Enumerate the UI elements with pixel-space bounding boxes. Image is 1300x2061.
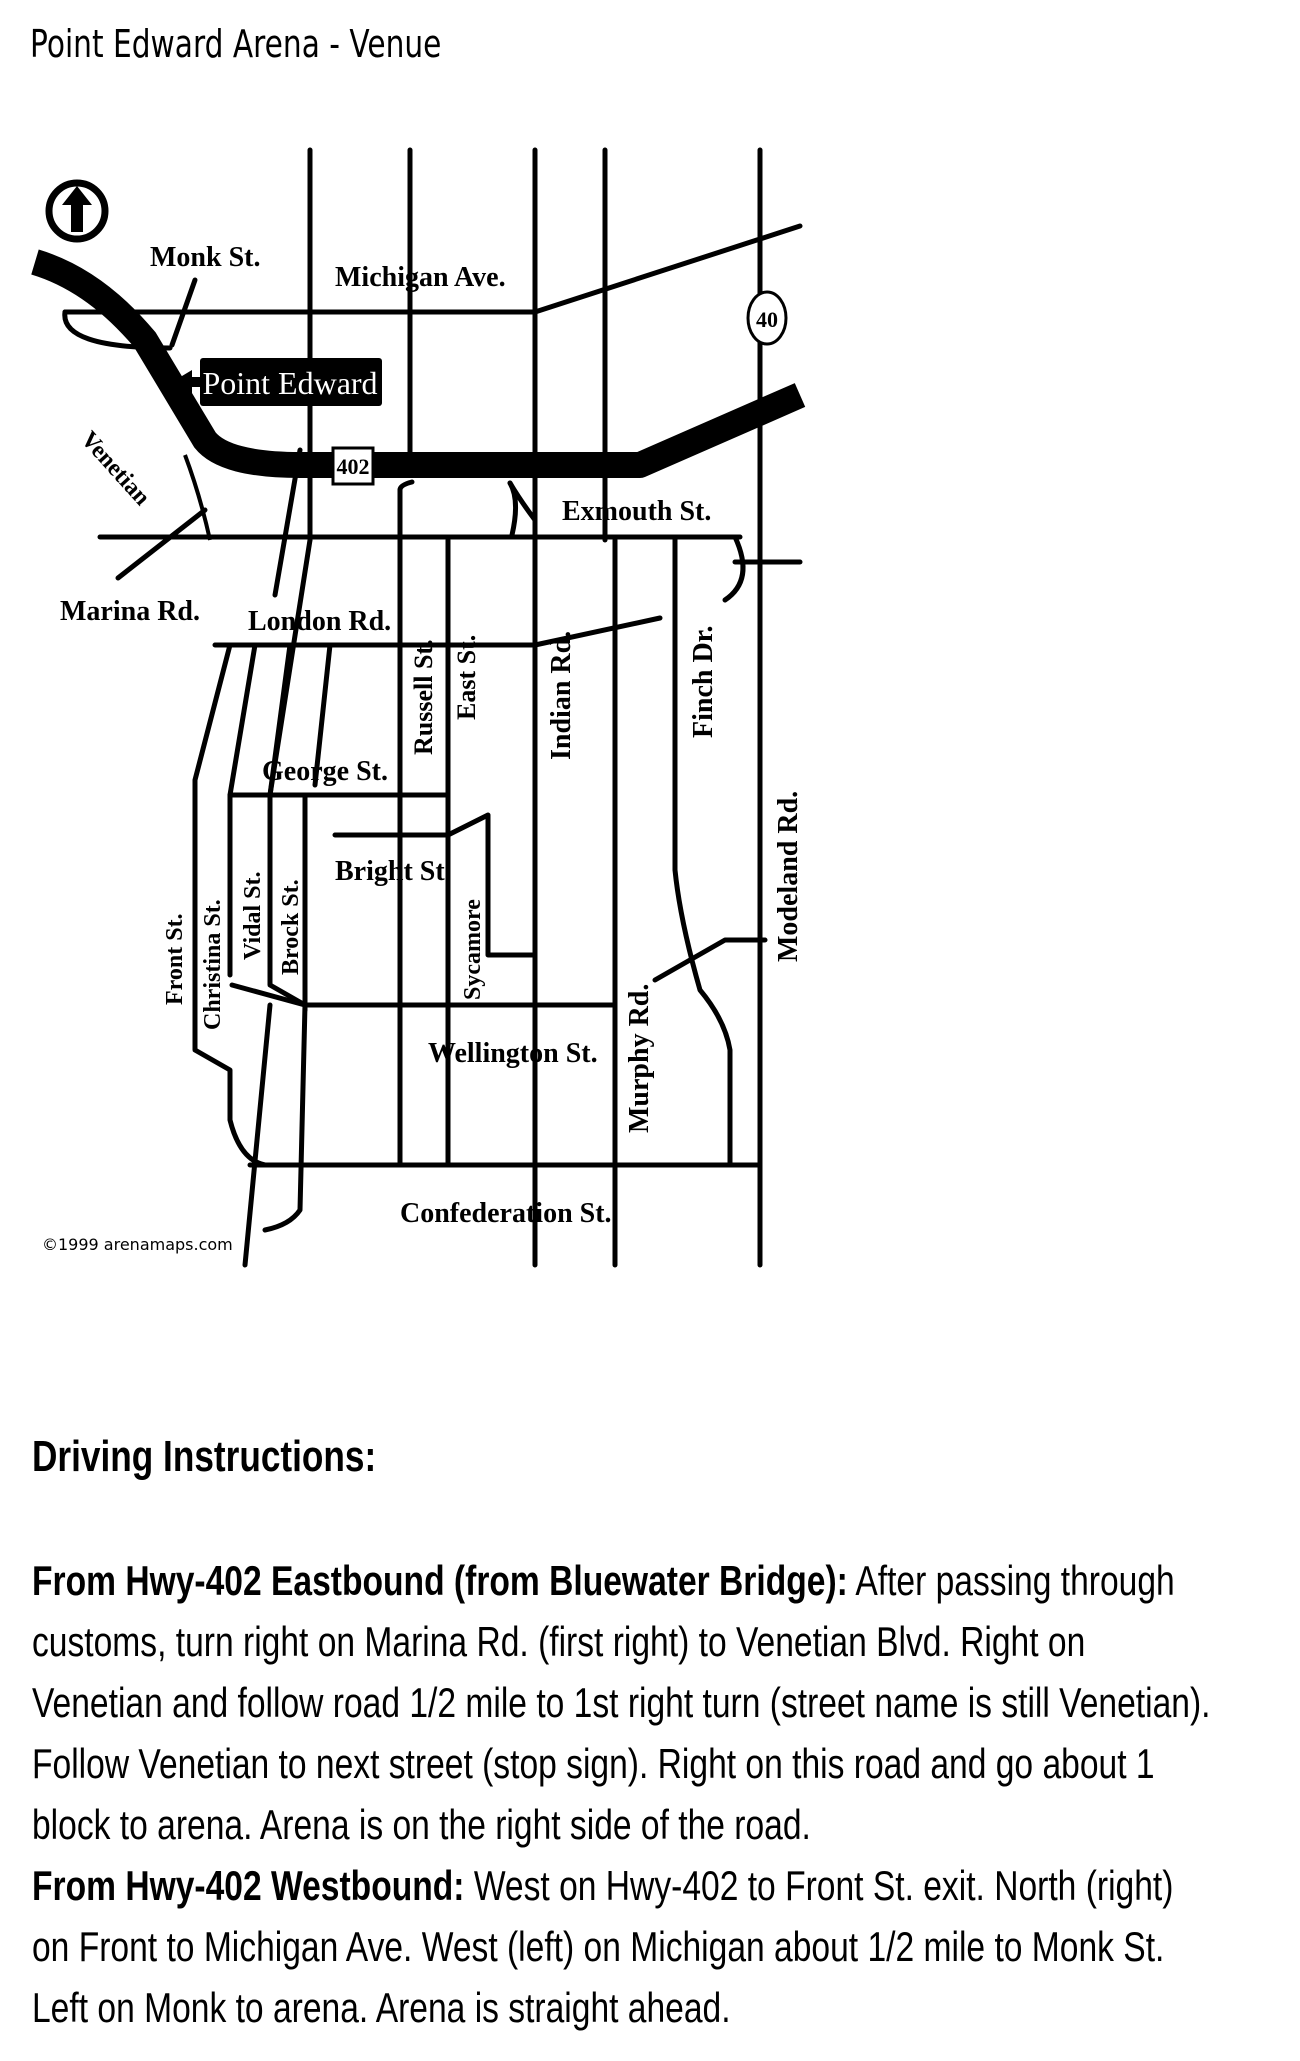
driving-instructions-heading: Driving Instructions: <box>32 1432 377 1481</box>
hwy402-lower-link <box>185 455 210 540</box>
westbound-label: From Hwy-402 Westbound: <box>32 1862 465 1909</box>
label-brock: Brock St. <box>278 879 304 975</box>
label-marina: Marina Rd. <box>60 596 200 627</box>
label-bright: Bright St. <box>335 856 452 887</box>
label-michigan: Michigan Ave. <box>335 262 506 293</box>
indian-rd <box>510 483 535 1265</box>
hwy402-label: 402 <box>336 454 370 479</box>
label-vidal: Vidal St. <box>240 871 266 960</box>
label-murphy: Murphy Rd. <box>624 983 655 1133</box>
label-confederation: Confederation St. <box>400 1198 612 1229</box>
westbound-paragraph <box>32 1855 1216 2038</box>
label-sycamore: Sycamore <box>460 899 486 1000</box>
hwy40-label: 40 <box>756 307 778 332</box>
southwest-road <box>245 1005 270 1265</box>
finch-branch <box>655 940 765 980</box>
sw-curve <box>265 1005 305 1230</box>
marina-pointer <box>118 510 205 578</box>
label-russell: Russell St. <box>409 639 438 755</box>
label-london: London Rd. <box>248 606 392 637</box>
label-modeland: Modeland Rd. <box>773 790 804 962</box>
label-exmouth: Exmouth St. <box>562 496 712 527</box>
label-venetian: Venetian <box>75 426 155 511</box>
north-arrow-icon <box>49 183 105 239</box>
label-finch: Finch Dr. <box>688 625 719 738</box>
eastbound-label: From Hwy-402 Eastbound (from Bluewater Bridge): <box>32 1557 848 1604</box>
russell-ramp <box>400 482 412 490</box>
destination-label: Point Edward <box>202 365 378 401</box>
map-copyright: ©1999 arenamaps.com <box>42 1235 233 1254</box>
eastbound-text: After passing through customs, turn right on Marina Rd. (first right) to Venetian Blvd. Right on Venetian and follow road 1/2 mile to 1st right turn (street name is still Venetian). Follow Venetian to next street (stop sign). Right on this road and go about 1 block to arena. Arena is on the right side of the road. <box>32 1557 1211 1848</box>
indian-ramp <box>510 483 516 535</box>
label-east: East St. <box>452 634 481 720</box>
finch-east-hook <box>725 537 743 600</box>
label-wellington: Wellington St. <box>428 1038 598 1069</box>
label-christina: Christina St. <box>200 899 226 1030</box>
label-indian: Indian Rd. <box>546 630 577 760</box>
eastbound-paragraph <box>32 1550 1216 1855</box>
page-title: Point Edward Arena - Venue <box>30 22 442 66</box>
label-george: George St. <box>262 756 388 787</box>
label-monk: Monk St. <box>150 242 261 273</box>
westbound-text: West on Hwy-402 to Front St. exit. North (right) on Front to Michigan Ave. West (left) on Michigan about 1/2 mile to Monk St. Left on Monk to arena. Arena is straight ahead. <box>32 1862 1174 2031</box>
label-front: Front St. <box>162 913 188 1005</box>
driving-instructions-body <box>32 1550 1216 2038</box>
